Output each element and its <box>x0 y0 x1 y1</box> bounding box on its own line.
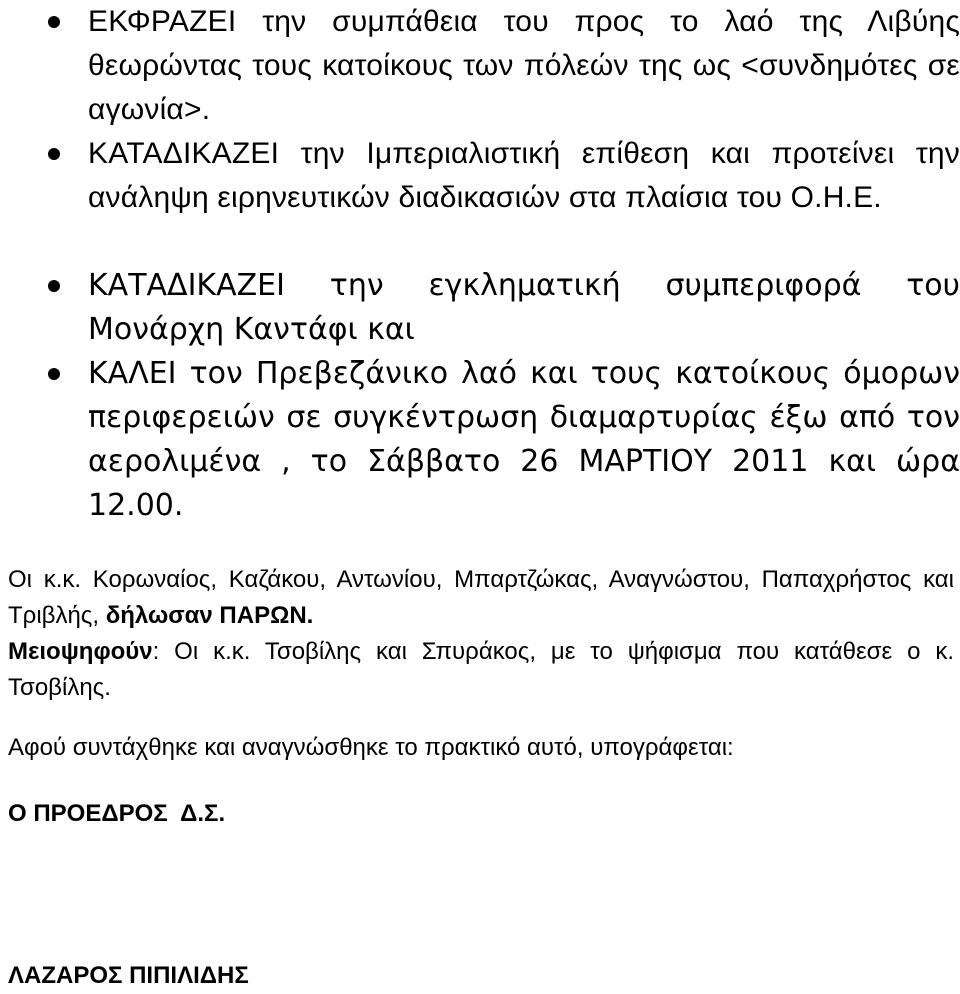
signature-title: Ο ΠΡΟΕΔΡΟΣ Δ.Σ. <box>8 800 226 827</box>
minority-label: Μειοψηφούν <box>8 638 153 665</box>
bullet-text: ΚΑΤΑΔΙΚΑΖΕΙ την εγκληματική συμπεριφορά του Μονάρχη Καντάφι και <box>88 268 960 347</box>
minority-paragraph <box>8 634 954 706</box>
bullet-text: ΚΑΤΑΔΙΚΑΖΕΙ την Ιμπεριαλιστική επίθεση και προτείνει την ανάληψη ειρηνευτικών διαδικασιών στα πλαίσια του Ο.Η.Ε. <box>88 137 960 214</box>
attendance-declaration: δήλωσαν ΠΑΡΩΝ. <box>105 602 314 629</box>
bullet-item-calls-protest <box>0 352 960 528</box>
bullet-item-expresses-sympathy <box>0 0 960 132</box>
minority-text: : Οι κ.κ. Τσοβίλης και Σπυράκος, με το ψήφισμα που κατάθεσε ο κ. Τσοβίλης. <box>8 638 954 701</box>
signoff-text: Αφού συντάχθηκε και αναγνώσθηκε το πρακτικό αυτό, υπογράφεται: <box>8 734 734 761</box>
bullet-dot-icon <box>48 16 60 28</box>
bullet-dot-icon <box>48 148 60 160</box>
bullet-item-condemns-attack <box>0 132 960 220</box>
bullet-item-condemns-monarch <box>0 264 960 352</box>
bullet-dot-icon <box>48 280 60 292</box>
signoff-paragraph <box>8 730 954 766</box>
signature-name: ΛΑΖΑΡΟΣ ΠΙΠΙΛΙΔΗΣ <box>8 962 249 989</box>
bullet-text: ΕΚΦΡΑΖΕΙ την συμπάθεια του προς το λαό της Λιβύης θεωρώντας τους κατοίκους των πόλεών της ως <συνδημότες σε αγωνία>. <box>88 5 960 126</box>
bullet-text: ΚΑΛΕΙ τον Πρεβεζάνικο λαό και τους κατοίκους όμορων περιφερειών σε συγκέντρωση διαμαρτυρίας έξω από τον αερολιμένα , το Σάββατο 26 ΜΑΡΤΙΟΥ 2011 και ώρα 12.00. <box>88 356 960 523</box>
bullet-dot-icon <box>48 368 60 380</box>
attendance-paragraph <box>8 562 954 634</box>
attendance-text: Οι κ.κ. Κορωναίος, Καζάκου, Αντωνίου, Μπαρτζώκας, Αναγνώστου, Παπαχρήστος και Τριβλής, <box>8 566 954 629</box>
